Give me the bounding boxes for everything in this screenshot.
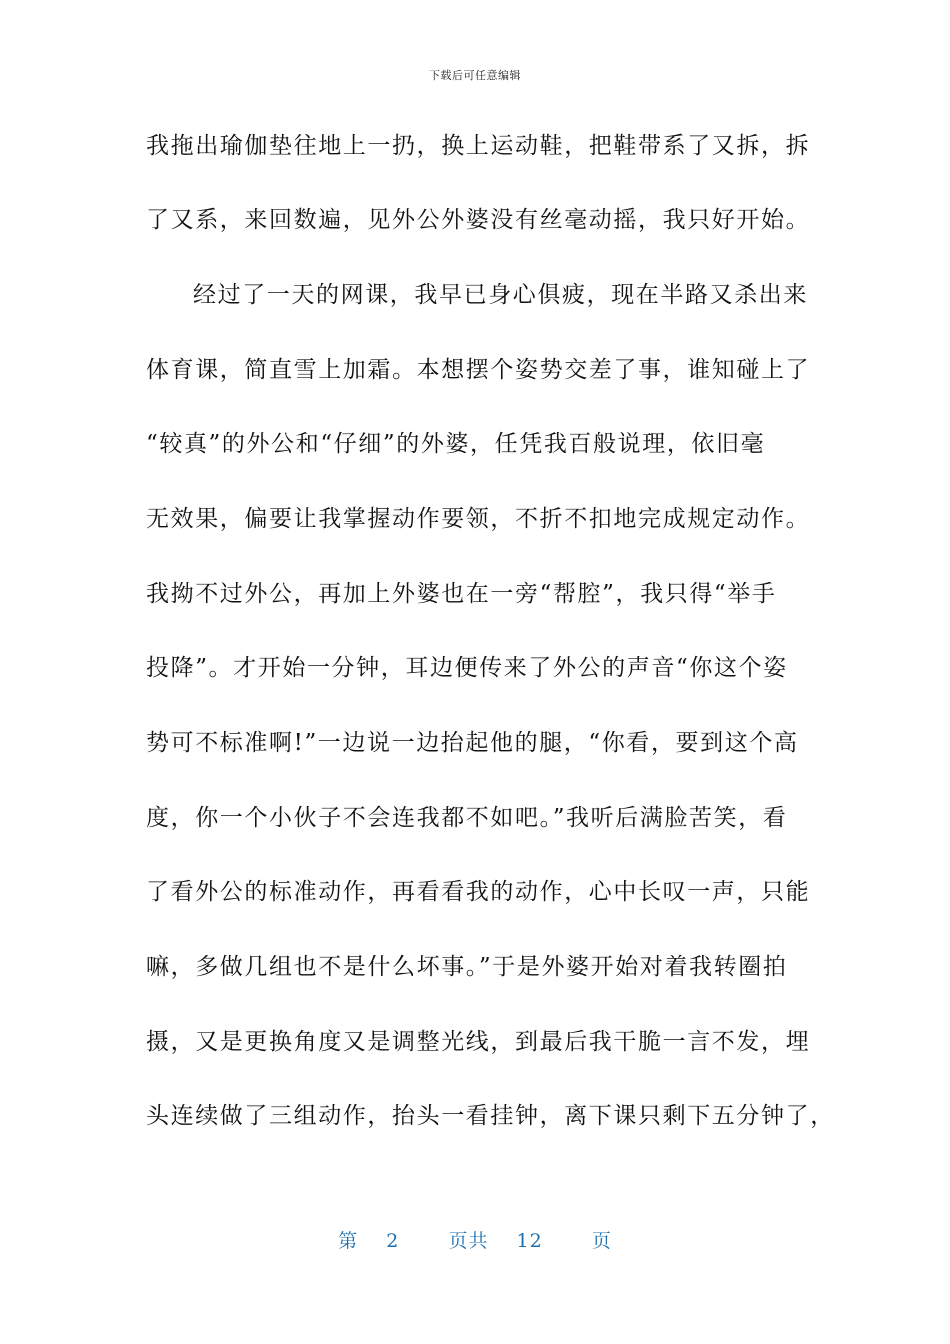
total-pages-number: 12 (516, 1230, 543, 1252)
text-line: 经过了一天的网课，我早已身心俱疲，现在半路又杀出来 (193, 282, 808, 308)
page-label-suffix: 页 (591, 1230, 612, 1252)
text-line: “较真”的外公和“仔细”的外婆，任凭我百般说理，依旧毫 (146, 431, 766, 457)
text-line: 嘛，多做几组也不是什么坏事。”于是外婆开始对着我转圈拍 (146, 954, 788, 980)
page-label-middle: 页共 (448, 1230, 489, 1252)
header-note: 下载后可任意编辑 (429, 69, 521, 82)
text-line: 我拖出瑜伽垫往地上一扔，换上运动鞋，把鞋带系了又拆，拆 (146, 133, 811, 159)
text-line: 势可不标准啊!”一边说一边抬起他的腿，“你看，要到这个高 (146, 730, 799, 756)
page-label-prefix: 第 (338, 1230, 359, 1252)
current-page-number: 2 (386, 1230, 400, 1252)
text-line: 度，你一个小伙子不会连我都不如吧。”我听后满脸苦笑，看 (146, 805, 788, 831)
text-line: 头连续做了三组动作，抬头一看挂钟，离下课只剩下五分钟了， (146, 1103, 835, 1129)
text-line: 无效果，偏要让我掌握动作要领，不折不扣地完成规定动作。 (146, 506, 811, 532)
text-line: 了看外公的标准动作，再看看我的动作，心中长叹一声，只能 (146, 879, 811, 905)
text-line: 了又系，来回数遍，见外公外婆没有丝毫动摇，我只好开始。 (146, 207, 811, 233)
text-line: 我拗不过外公，再加上外婆也在一旁“帮腔”，我只得“举手 (146, 581, 777, 607)
text-line: 投降”。才开始一分钟，耳边便传来了外公的声音“你这个姿 (146, 655, 788, 681)
page-footer (0, 1226, 950, 1253)
text-line: 摄，又是更换角度又是调整光线，到最后我干脆一言不发，埋 (146, 1029, 811, 1055)
text-line: 体育课，简直雪上加霜。本想摆个姿势交差了事，谁知碰上了 (146, 357, 811, 383)
